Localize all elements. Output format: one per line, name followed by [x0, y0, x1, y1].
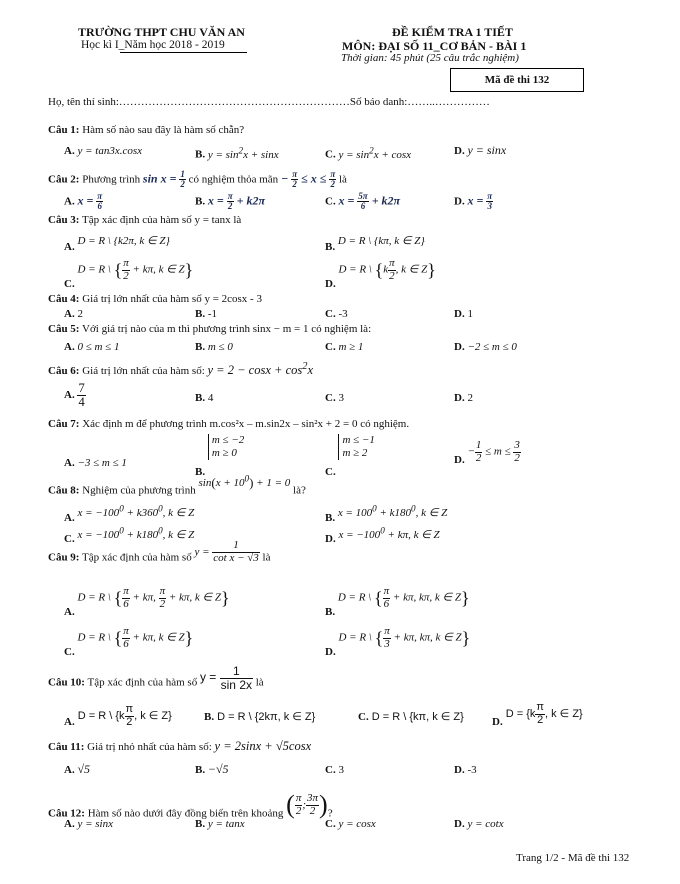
q5-option-c[interactable]: C. m ≥ 1 [325, 341, 364, 353]
q4-option-b[interactable]: B. -1 [195, 308, 218, 320]
page-footer: Trang 1/2 - Mã đề thi 132 [516, 852, 630, 864]
question-1: Câu 1: Hàm số nào sau đây là hàm số chẵn? [48, 124, 245, 136]
q4-option-a[interactable]: A. 2 [64, 308, 83, 320]
q2-option-a[interactable]: A. x = $\frac{\pi}{6}$ [64, 191, 103, 212]
q10-option-d[interactable]: D. D = {k $\frac{\pi}{2}$ , k ∈ Z} [492, 701, 583, 728]
q9-option-c[interactable]: C. D = R \ { $\frac{\pi}{6}$ + kπ, k ∈ Z} [64, 625, 194, 658]
q2-option-c[interactable]: C. x = $\frac{5\pi}{6}$ + k2π [325, 191, 401, 212]
q3-option-b[interactable]: B. D = R \ {kπ, k ∈ Z} [325, 235, 425, 253]
q12-option-b[interactable]: B. y = tanx [195, 818, 245, 830]
q5-option-a[interactable]: A. 0 ≤ m ≤ 1 [64, 341, 120, 353]
q5-option-d[interactable]: D. −2 ≤ m ≤ 0 [454, 341, 517, 353]
q12-option-c[interactable]: C. y = cosx [325, 818, 376, 830]
q9-option-a[interactable]: A. D = R \ { $\frac{\pi}{6}$ + kπ, $\frac{\pi}{2}$ + kπ, k ∈ Z} [64, 585, 230, 618]
q7-option-a[interactable]: A. −3 ≤ m ≤ 1 [64, 457, 127, 469]
q3-option-a[interactable]: A. D = R \ {k2π, k ∈ Z} [64, 235, 170, 253]
question-3: Câu 3: Tập xác định của hàm số y = tanx là [48, 214, 242, 226]
q2-option-b[interactable]: B. x = $\frac{\pi}{2}$ + k2π [195, 191, 265, 212]
question-12: Câu 12: Hàm số nào dưới đây đồng biến trên khoảng ( $\frac{\pi}{2}$ ; $\frac{3\pi}{2}$ )? [48, 790, 333, 820]
subject: MÔN: ĐẠI SỐ 11_CƠ BẢN - BÀI 1 [342, 39, 527, 53]
student-name-line: Họ, tên thí sinh:………………………………………………………Số báo danh:……..…………… [48, 96, 490, 108]
question-11: Câu 11: Giá trị nhỏ nhất của hàm số: y = 2sinx + √5cosx [48, 739, 312, 753]
q1-option-c[interactable]: C. $y = \sin^2x + \cos x$ [325, 145, 412, 161]
question-4: Câu 4: Giá trị lớn nhất của hàm số y = 2cosx - 3 [48, 293, 262, 305]
q8-option-a[interactable]: A. $x = -100^0 + k360^0$, k ∈ Z [64, 503, 195, 524]
q3-option-c[interactable]: C. D = R \ { $\frac{\pi}{2}$ + kπ, k ∈ Z} [64, 257, 194, 290]
q7-option-c[interactable]: C. m ≤ −1 m ≥ 2 [325, 434, 375, 478]
q1-option-a[interactable]: A. y = tan3x.cosx [64, 145, 142, 157]
school-name: TRƯỜNG THPT CHU VĂN AN [78, 25, 245, 39]
q10-option-b[interactable]: B. D = R \ {2kπ, k ∈ Z} [204, 711, 316, 723]
q10-option-a[interactable]: A. D = R \ {k $\frac{\pi}{2}$ , k ∈ Z} [64, 703, 172, 728]
question-7: Câu 7: Xác định m để phương trình m.cos²x – m.sin2x – sin²x + 2 = 0 có nghiệm. [48, 418, 410, 430]
q12-option-d[interactable]: D. y = cotx [454, 818, 504, 830]
q8-option-d[interactable]: D. $x = -100^0 + k\pi$, k ∈ Z [325, 525, 440, 545]
question-10: Câu 10: Tập xác định của hàm số y = $\frac{1}{\sin 2x}$ là [48, 664, 264, 692]
term-line: Học kì I_Năm học 2018 - 2019 [81, 39, 225, 51]
q7-option-d[interactable]: D. − $\frac{1}{2}$ ≤ m ≤ $\frac{3}{2}$ [454, 439, 520, 466]
duration: Thời gian: 45 phút (25 câu trắc nghiệm) [341, 52, 519, 64]
q11-option-d[interactable]: D. -3 [454, 764, 477, 776]
q10-option-c[interactable]: C. D = R \ {kπ, k ∈ Z} [358, 711, 464, 723]
q9-option-b[interactable]: B. D = R \ { $\frac{\pi}{6}$ + kπ, kπ, k ∈ Z} [325, 585, 470, 618]
q12-option-a[interactable]: A. y = sinx [64, 818, 113, 830]
q2-option-d[interactable]: D. x = $\frac{\pi}{3}$ [454, 191, 493, 212]
q8-option-c[interactable]: C. $x = -100^0 + k180^0$, k ∈ Z [64, 525, 195, 545]
q1-option-d[interactable]: D. y = sinx [454, 143, 507, 157]
q6-option-d[interactable]: D. 2 [454, 392, 473, 404]
q9-option-d[interactable]: D. D = R \ { $\frac{\pi}{3}$ + kπ, kπ, k ∈ Z} [325, 625, 471, 658]
q4-option-c[interactable]: C. -3 [325, 308, 348, 320]
question-8: Câu 8: Nghiệm của phương trình $\sin(x + 10^0) + 1 = 0$ là? [48, 473, 306, 497]
q1-option-b[interactable]: B. $y = \sin^2x + \sin x$ [195, 145, 279, 161]
q11-option-b[interactable]: B. −√5 [195, 762, 229, 776]
q11-option-a[interactable]: A. √5 [64, 762, 91, 776]
header-underline [120, 52, 247, 53]
q6-option-c[interactable]: C. 3 [325, 392, 344, 404]
question-2: Câu 2: Phương trình sin x = $\frac{1}{2}$ có nghiệm thỏa mãn − $\frac{\pi}{2}$ ≤ x ≤ $\frac{\pi}{2}$ là [48, 169, 347, 190]
exam-code-box: Mã đề thi 132 [450, 68, 584, 92]
q7-option-b[interactable]: B. m ≤ −2 m ≥ 0 [195, 434, 245, 478]
question-5: Câu 5: Với giá trị nào của m thì phương trình sinx − m = 1 có nghiệm là: [48, 323, 372, 335]
q6-option-a[interactable]: A. $\frac{7}{4}$ [64, 381, 85, 410]
question-6: Câu 6: Giá trị lớn nhất của hàm số: $y = 2 - \cos x + \cos^2x$ [48, 361, 313, 378]
q8-option-b[interactable]: B. $x = 100^0 + k180^0$, k ∈ Z [325, 503, 448, 524]
q6-option-b[interactable]: B. 4 [195, 392, 214, 404]
q4-option-d[interactable]: D. 1 [454, 308, 473, 320]
exam-title: ĐỀ KIỂM TRA 1 TIẾT [392, 25, 513, 39]
q11-option-c[interactable]: C. 3 [325, 764, 344, 776]
question-9: Câu 9: Tập xác định của hàm số y = $\frac{1}{\text{cot x − √3}}$ là [48, 539, 271, 564]
q3-option-d[interactable]: D. D = R \ {k $\frac{\pi}{2}$ , k ∈ Z} [325, 257, 436, 290]
q5-option-b[interactable]: B. m ≤ 0 [195, 341, 233, 353]
